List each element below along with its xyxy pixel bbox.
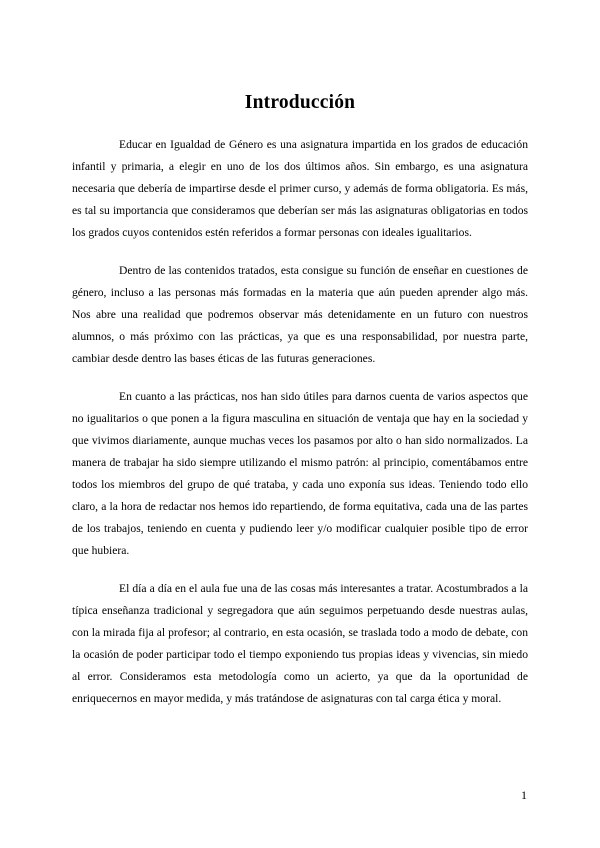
page-title: Introducción bbox=[244, 92, 356, 113]
paragraph-2: Dentro de las contenidos tratados, esta consigue su función de enseñar en cuestiones de género, incluso a las personas más formadas en la materia que aún pueden aprender algo más. Nos abre una realidad que podremos observar más detenidamente en un futuro con nuestros alumnos, o más próximo con las prácticas, ya que es una responsabilidad, por nuestra parte, cambiar desde dentro las bases éticas de las futuras generaciones. bbox=[72, 264, 528, 365]
body-text bbox=[72, 134, 528, 726]
paragraph-3: En cuanto a las prácticas, nos han sido útiles para darnos cuenta de varios aspectos que no igualitarios o que ponen a la figura masculina en situación de ventaja que hay en la sociedad y que vivimos diariamente, aunque muchas veces los pasamos por alto o han sido normalizados. La manera de trabajar ha sido siempre utilizando el mismo patrón: al principio, comentábamos entre todos los miembros del grupo de qué trataba, y cada uno exponía sus ideas. Teniendo todo ello claro, a la hora de redactar nos hemos ido repartiendo, de forma equitativa, cada una de las partes de los trabajos, teniendo en cuenta y pudiendo leer y/o modificar cualquier posible tipo de error que hubiera. bbox=[72, 390, 528, 557]
paragraph-1: Educar en Igualdad de Género es una asignatura impartida en los grados de educación infantil y primaria, a elegir en uno de los dos últimos años. Sin embargo, es una asignatura necesaria que debería de impartirse desde el primer curso, y además de forma obligatoria. Es más, es tal su importancia que consideramos que deberían ser más las asignaturas obligatorias en todos los grados cuyos contenidos estén referidos a formar personas con ideales igualitarios. bbox=[72, 138, 528, 239]
paragraph-4: El día a día en el aula fue una de las cosas más interesantes a tratar. Acostumbrados a la típica enseñanza tradicional y segregadora que aún seguimos perpetuando desde nuestras aulas, con la mirada fija al profesor; al contrario, en esta ocasión, se traslada todo a modo de debate, con la ocasión de poder participar todo el tiempo exponiendo tus propias ideas y vivencias, sin miedo al error. Consideramos esta metodología como un acierto, ya que da la oportunidad de enriquecernos en mayor medida, y más tratándose de asignaturas con tal carga ética y moral. bbox=[72, 582, 528, 705]
page-number: 1 bbox=[521, 788, 527, 802]
